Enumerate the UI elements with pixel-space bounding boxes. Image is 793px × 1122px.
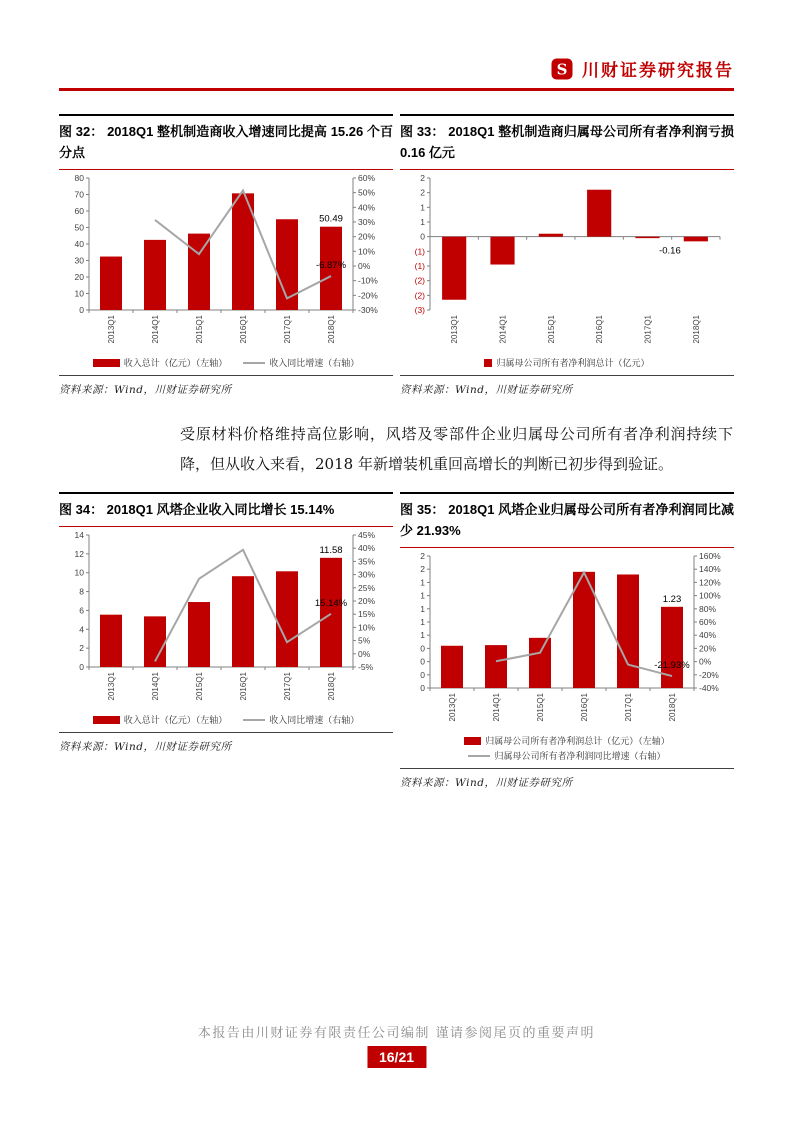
svg-text:40%: 40%: [358, 202, 376, 213]
svg-text:30: 30: [74, 255, 84, 266]
svg-text:2014Q1: 2014Q1: [492, 693, 501, 722]
svg-text:15.14%: 15.14%: [314, 597, 348, 609]
svg-text:0: 0: [420, 683, 425, 693]
svg-text:2017Q1: 2017Q1: [624, 693, 633, 722]
svg-text:10%: 10%: [358, 622, 376, 633]
legend-row: [93, 713, 360, 726]
svg-text:-20%: -20%: [699, 669, 719, 680]
svg-text:(1): (1): [414, 261, 425, 271]
svg-text:0%: 0%: [358, 261, 371, 271]
svg-text:1: 1: [420, 617, 425, 627]
svg-text:2013Q1: 2013Q1: [450, 315, 460, 344]
legend-item: [464, 734, 670, 747]
svg-text:60%: 60%: [358, 173, 376, 183]
svg-text:40%: 40%: [358, 543, 376, 554]
svg-text:50.49: 50.49: [319, 213, 343, 225]
svg-text:0: 0: [79, 305, 84, 315]
svg-text:10%: 10%: [358, 246, 376, 257]
figure-34-canvas: [59, 527, 393, 715]
figure-34-source: 资料来源：Wind，川财证券研究所: [59, 732, 393, 754]
svg-text:20%: 20%: [699, 643, 717, 654]
svg-text:140%: 140%: [699, 564, 721, 575]
svg-text:100%: 100%: [699, 590, 721, 601]
svg-text:-40%: -40%: [699, 683, 719, 693]
line-swatch-icon: [468, 755, 490, 757]
figure-35-title: 图 35： 2018Q1 风塔企业归属母公司所有者净利润同比减少 21.93%: [400, 492, 734, 548]
svg-text:25%: 25%: [358, 582, 376, 593]
securities-coin-icon: [551, 58, 573, 80]
svg-text:2014Q1: 2014Q1: [151, 315, 160, 344]
figure-35-source: 资料来源：Wind，川财证券研究所: [400, 768, 734, 790]
svg-text:2017Q1: 2017Q1: [283, 672, 292, 701]
svg-text:60: 60: [74, 206, 84, 216]
figure-33-canvas: [400, 170, 734, 358]
svg-text:1: 1: [420, 603, 425, 614]
svg-text:-21.93%: -21.93%: [654, 660, 690, 672]
legend-item: [243, 713, 359, 726]
legend-item: [484, 356, 649, 369]
svg-text:0: 0: [420, 669, 425, 680]
svg-text:2016Q1: 2016Q1: [595, 315, 605, 344]
svg-text:2015Q1: 2015Q1: [536, 693, 545, 722]
header-rule: [59, 88, 734, 91]
legend-item: [468, 749, 665, 762]
line-swatch-icon: [243, 362, 265, 364]
svg-text:0: 0: [420, 643, 425, 654]
svg-text:2: 2: [420, 173, 425, 183]
line-swatch-icon: [243, 719, 265, 721]
figure-35-legend: [400, 734, 734, 762]
page-number-badge: 16/21: [367, 1046, 426, 1068]
svg-text:2018Q1: 2018Q1: [691, 315, 701, 344]
legend-label: 归属母公司所有者净利润总计（亿元）: [496, 358, 650, 368]
svg-text:70: 70: [74, 189, 84, 200]
svg-text:6: 6: [79, 605, 84, 616]
legend-label: 收入总计（亿元）（左轴）: [123, 715, 228, 725]
svg-text:80%: 80%: [699, 603, 717, 614]
svg-text:8: 8: [79, 586, 84, 597]
svg-text:-20%: -20%: [358, 290, 378, 301]
svg-text:2015Q1: 2015Q1: [195, 672, 204, 701]
svg-text:-6.87%: -6.87%: [315, 260, 347, 272]
figure-34-title: 图 34： 2018Q1 风塔企业收入同比增长 15.14%: [59, 492, 393, 527]
svg-text:2013Q1: 2013Q1: [107, 672, 116, 701]
svg-text:(2): (2): [414, 275, 425, 286]
figure-34: [59, 492, 393, 754]
figure-33: [400, 114, 734, 397]
legend-row: [464, 734, 670, 747]
svg-text:-10%: -10%: [358, 275, 378, 286]
svg-text:40: 40: [74, 239, 84, 249]
report-header: [551, 56, 734, 81]
svg-text:-30%: -30%: [358, 305, 378, 315]
svg-text:2018Q1: 2018Q1: [668, 693, 677, 722]
legend-row: [484, 356, 649, 369]
legend-label: 归属母公司所有者净利润总计（亿元）（左轴）: [485, 736, 670, 746]
svg-text:80: 80: [74, 173, 84, 183]
svg-text:S: S: [556, 60, 568, 78]
svg-text:2015Q1: 2015Q1: [195, 315, 204, 344]
legend-item: [243, 356, 359, 369]
svg-text:2: 2: [420, 564, 425, 575]
svg-text:1: 1: [420, 590, 425, 601]
svg-text:(3): (3): [414, 305, 425, 315]
svg-text:0: 0: [420, 656, 425, 667]
svg-text:2014Q1: 2014Q1: [498, 315, 508, 344]
svg-text:2: 2: [420, 187, 425, 198]
figure-35: [400, 492, 734, 790]
figure-32: [59, 114, 393, 397]
svg-text:1: 1: [420, 217, 425, 227]
svg-text:0%: 0%: [699, 656, 712, 667]
svg-text:30%: 30%: [358, 217, 376, 227]
figure-32-chart: [59, 170, 393, 358]
svg-text:2018Q1: 2018Q1: [327, 672, 336, 701]
svg-text:(2): (2): [414, 290, 425, 301]
bar-swatch-icon: [93, 359, 120, 367]
svg-text:4: 4: [79, 624, 84, 635]
svg-text:12: 12: [74, 548, 84, 559]
svg-text:2015Q1: 2015Q1: [546, 315, 556, 344]
figure-33-source: 资料来源：Wind，川财证券研究所: [400, 375, 734, 397]
svg-text:-0.16: -0.16: [659, 245, 681, 257]
svg-text:30%: 30%: [358, 569, 376, 580]
figure-35-chart: [400, 548, 734, 736]
svg-text:20: 20: [74, 272, 84, 282]
svg-text:2: 2: [79, 643, 84, 654]
svg-text:50%: 50%: [358, 187, 376, 198]
svg-text:50: 50: [74, 222, 84, 233]
figure-32-source: 资料来源：Wind，川财证券研究所: [59, 375, 393, 397]
figure-34-legend: [59, 713, 393, 726]
svg-text:20%: 20%: [358, 596, 376, 606]
legend-item: [93, 713, 228, 726]
svg-text:0%: 0%: [358, 648, 371, 659]
svg-text:2: 2: [420, 551, 425, 561]
svg-text:11.58: 11.58: [319, 544, 343, 556]
legend-row: [93, 356, 360, 369]
svg-text:1: 1: [420, 577, 425, 588]
svg-text:20%: 20%: [358, 231, 376, 242]
svg-text:2013Q1: 2013Q1: [448, 693, 457, 722]
svg-text:2014Q1: 2014Q1: [151, 672, 160, 701]
svg-text:60%: 60%: [699, 617, 717, 627]
svg-text:2017Q1: 2017Q1: [643, 315, 653, 344]
svg-text:45%: 45%: [358, 530, 376, 540]
svg-text:0: 0: [79, 662, 84, 672]
footer-disclaimer: 本报告由川财证券有限责任公司编制 谨请参阅尾页的重要声明: [197, 1026, 596, 1041]
svg-text:2013Q1: 2013Q1: [107, 315, 116, 344]
svg-text:35%: 35%: [358, 556, 376, 567]
svg-text:2018Q1: 2018Q1: [327, 315, 336, 344]
legend-label: 归属母公司所有者净利润同比增速（右轴）: [494, 751, 666, 761]
figure-33-chart: [400, 170, 734, 358]
body-paragraph: 受原材料价格维持高位影响，风塔及零部件企业归属母公司所有者净利润持续下降，但从收入来看，2018 年新增装机重回高增长的判断已初步得到验证。: [180, 425, 733, 473]
svg-text:160%: 160%: [699, 551, 721, 561]
figure-32-canvas: [59, 170, 393, 358]
svg-text:15%: 15%: [358, 609, 376, 620]
svg-text:10: 10: [74, 567, 84, 578]
figure-34-chart: [59, 527, 393, 715]
svg-text:5%: 5%: [358, 635, 371, 646]
figure-33-legend: [400, 356, 734, 369]
svg-text:14: 14: [74, 530, 84, 540]
svg-text:10: 10: [74, 288, 84, 299]
figure-35-canvas: [400, 548, 734, 736]
bar-swatch-icon: [484, 359, 492, 367]
svg-text:(1): (1): [414, 246, 425, 257]
svg-text:1.23: 1.23: [662, 593, 682, 605]
svg-text:1: 1: [420, 202, 425, 213]
svg-text:2016Q1: 2016Q1: [580, 693, 589, 722]
figure-32-title: 图 32： 2018Q1 整机制造商收入增速同比提高 15.26 个百分点: [59, 114, 393, 170]
legend-row: [468, 749, 665, 762]
svg-text:0: 0: [420, 231, 425, 242]
svg-text:2016Q1: 2016Q1: [239, 315, 248, 344]
svg-text:40%: 40%: [699, 630, 717, 641]
bar-swatch-icon: [93, 716, 120, 724]
legend-label: 收入同比增速（右轴）: [269, 715, 360, 725]
figure-32-legend: [59, 356, 393, 369]
legend-item: [93, 356, 228, 369]
brand-title: 川财证券研究报告: [582, 61, 734, 81]
svg-text:2016Q1: 2016Q1: [239, 672, 248, 701]
svg-text:2017Q1: 2017Q1: [283, 315, 292, 344]
svg-text:1: 1: [420, 630, 425, 641]
svg-text:120%: 120%: [699, 577, 721, 588]
legend-label: 收入总计（亿元）（左轴）: [123, 358, 228, 368]
figure-33-title: 图 33： 2018Q1 整机制造商归属母公司所有者净利润亏损 0.16 亿元: [400, 114, 734, 170]
bar-swatch-icon: [464, 737, 481, 745]
legend-label: 收入同比增速（右轴）: [269, 358, 360, 368]
svg-text:-5%: -5%: [358, 662, 374, 672]
